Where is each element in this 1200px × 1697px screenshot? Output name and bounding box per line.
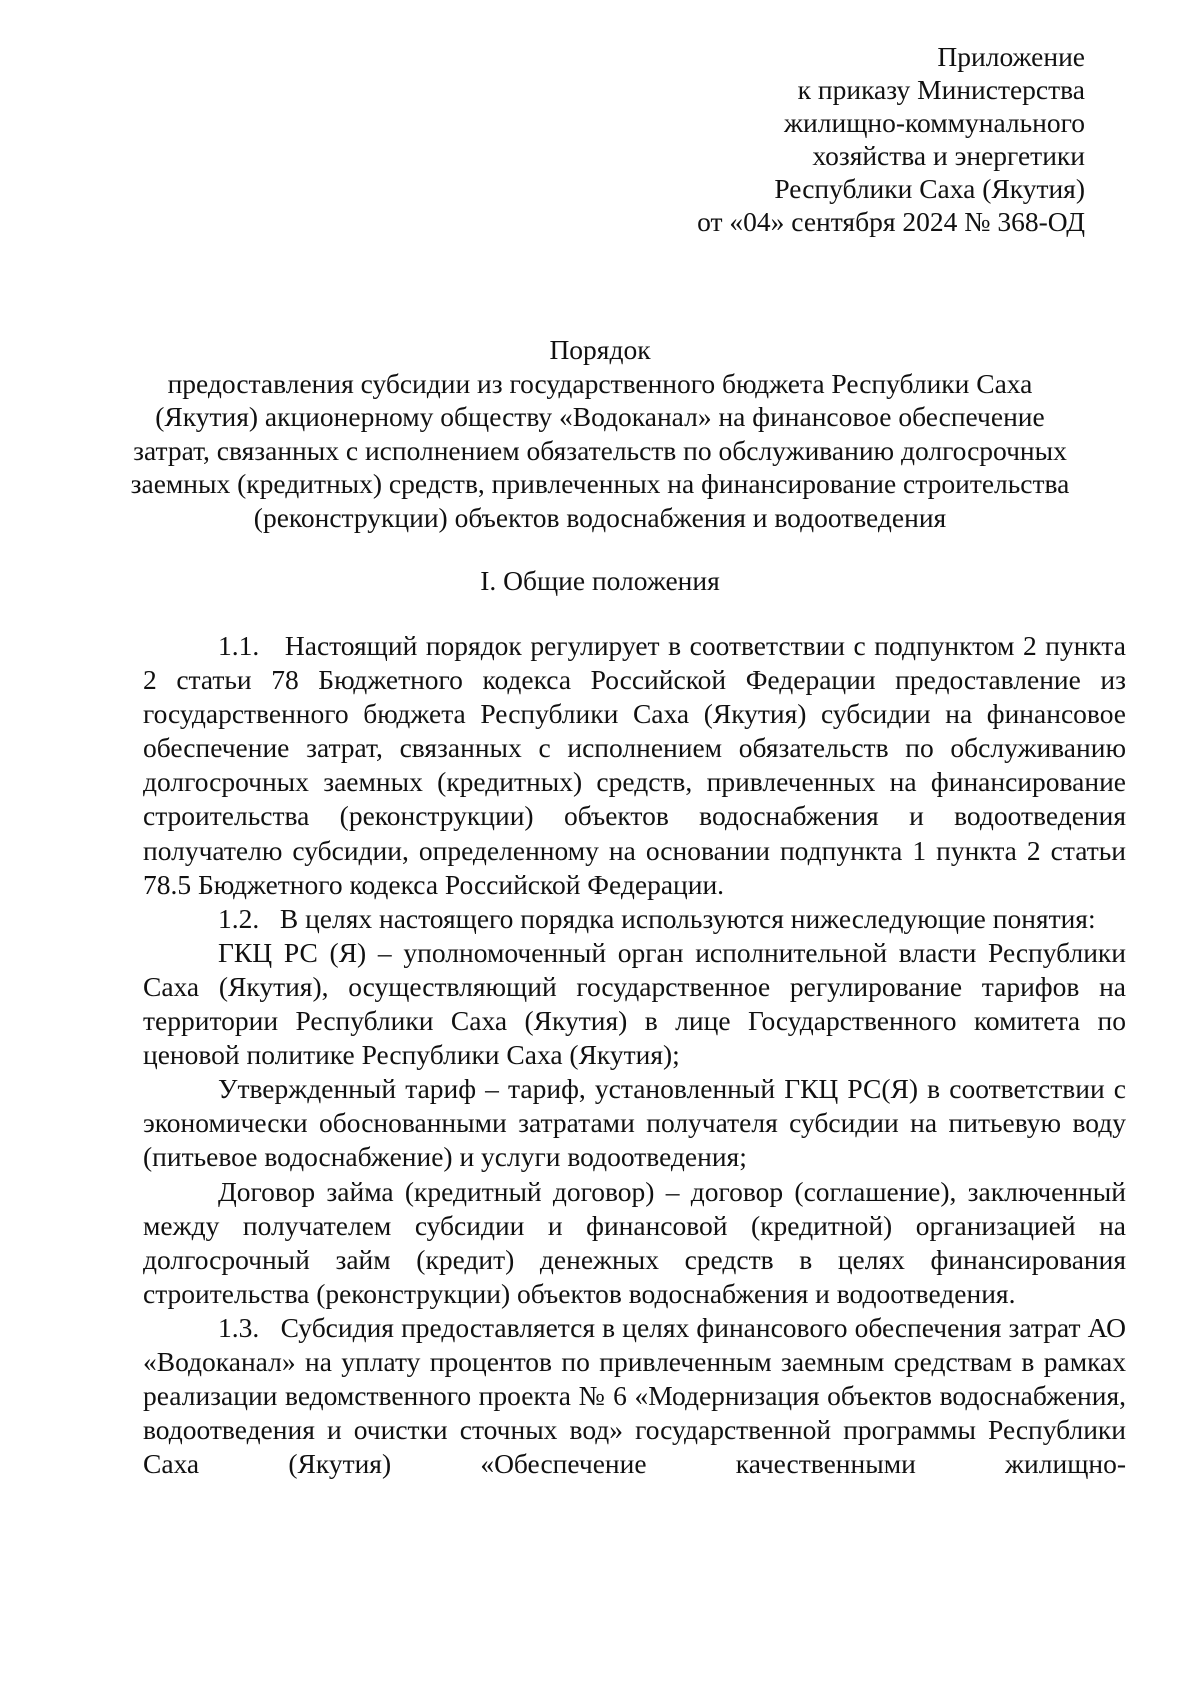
approval-line: от «04» сентября 2024 № 368-ОД xyxy=(697,206,1085,237)
definition-approved-tariff: Утвержденный тариф – тариф, установленный ГКЦ РС(Я) в соответствии с экономически обоснованными затратами получателя субсидии на питьевую воду (питьевое водоснабжение) и услуги водоотведения; xyxy=(143,1073,1126,1173)
section-heading: I. Общие положения xyxy=(480,565,720,596)
approval-line: жилищно-коммунального xyxy=(784,107,1085,138)
document-title xyxy=(130,333,1070,534)
approval-line: Республики Саха (Якутия) xyxy=(774,173,1085,204)
title-line: (реконструкции) объектов водоснабжения и водоотведения xyxy=(253,501,947,533)
paragraph-1-1: 1.1. Настоящий порядок регулирует в соответствии с подпунктом 2 пункта 2 статьи 78 Бюджетного кодекса Российской Федерации предоставление из государственного бюджета Республики Саха (Якутия) субсидии на финансовое обеспечение затрат, связанных с исполнением обязательств по обслуживанию долгосрочных заемных (кредитных) средств, привлеченных на финансирование строительства (реконструкции) объектов водоснабжения и водоотведения получателю субсидии, определенному на основании подпункта 1 пункта 2 статьи 78.5 Бюджетного кодекса Российской Федерации. xyxy=(143,630,1126,900)
approval-stamp-block xyxy=(565,40,1085,238)
paragraph-1-3: 1.3. Субсидия предоставляется в целях финансового обеспечения затрат АО «Водоканал» на уплату процентов по привлеченным заемным средствам в рамках реализации ведомственного проекта № 6 «Модернизация объектов водоснабжения, водоотведения и очистки сточных вод» государственной программы Республики Саха (Якутия) «Обеспечение качественными жилищно- xyxy=(143,1311,1126,1480)
title-line: затрат, связанных с исполнением обязательств по обслуживанию долгосрочных xyxy=(133,434,1067,466)
document-body xyxy=(143,629,1126,1481)
approval-line: Приложение xyxy=(937,41,1085,72)
approval-line: хозяйства и энергетики xyxy=(812,140,1085,171)
title-heading: Порядок xyxy=(549,334,651,365)
title-line: заемных (кредитных) средств, привлеченных на финансирование строительства xyxy=(130,468,1070,499)
paragraph-1-2: 1.2. В целях настоящего порядка используются нижеследующие понятия: xyxy=(218,902,1096,934)
definition-gkc: ГКЦ РС (Я) – уполномоченный орган исполнительной власти Республики Саха (Якутия), осуществляющий государственное регулирование тарифов на территории Республики Саха (Якутия) в лице Государственного комитета по ценовой политике Республики Саха (Якутия); xyxy=(143,936,1126,1071)
title-line: предоставления субсидии из государственного бюджета Республики Саха xyxy=(167,367,1033,399)
title-line: (Якутия) акционерному обществу «Водоканал» на финансовое обеспечение xyxy=(155,401,1045,432)
approval-line: к приказу Министерства xyxy=(797,74,1085,105)
definition-loan-agreement: Договор займа (кредитный договор) – договор (соглашение), заключенный между получателем субсидии и финансовой (кредитной) организацией на долгосрочный займ (кредит) денежных средств в целях финансирования строительства (реконструкции) объектов водоснабжения и водоотведения. xyxy=(143,1175,1126,1309)
